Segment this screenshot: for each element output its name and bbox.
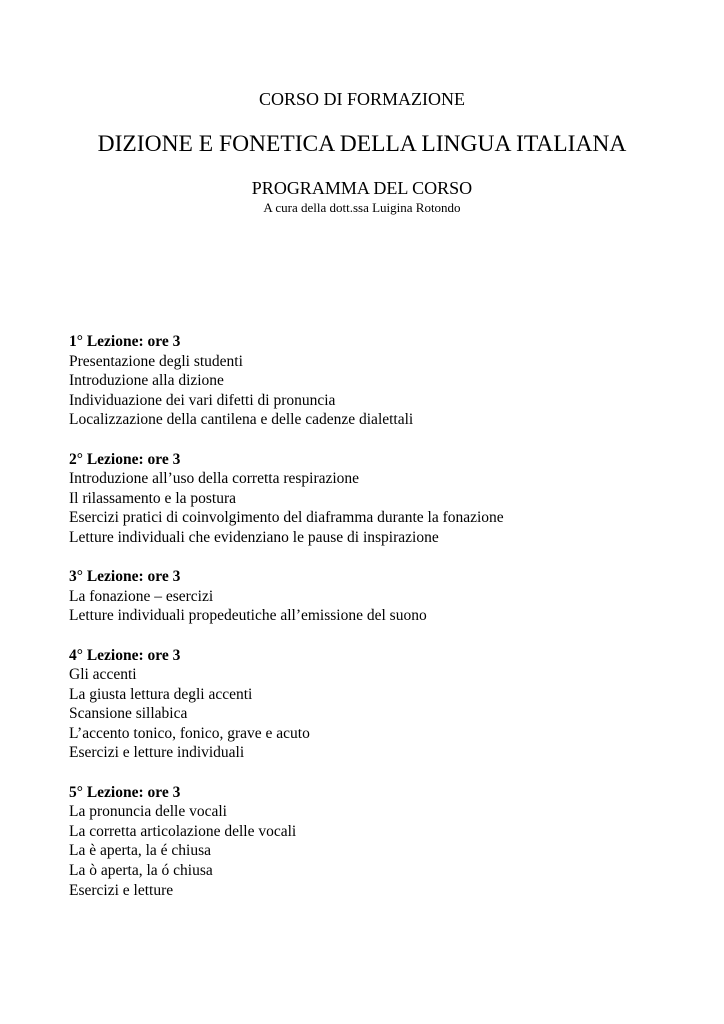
lesson-item: Il rilassamento e la postura <box>69 489 237 507</box>
lesson-item: La ò aperta, la ó chiusa <box>69 862 213 880</box>
lesson-5 <box>69 783 709 901</box>
lesson-heading: 5° Lezione: ore 3 <box>69 783 181 801</box>
course-type-heading: CORSO DI FORMAZIONE <box>258 89 465 109</box>
lesson-item: La pronuncia delle vocali <box>69 803 227 821</box>
lesson-item: La è aperta, la é chiusa <box>69 842 211 860</box>
lesson-item: Introduzione alla dizione <box>69 372 224 390</box>
lesson-1 <box>69 332 709 430</box>
lesson-heading: 4° Lezione: ore 3 <box>69 646 181 664</box>
lesson-heading: 1° Lezione: ore 3 <box>69 333 181 350</box>
lesson-item: Individuazione dei vari difetti di pronuncia <box>69 391 336 409</box>
lesson-heading: 3° Lezione: ore 3 <box>69 568 181 586</box>
lesson-item: Scansione sillabica <box>69 705 188 723</box>
lesson-item: Esercizi pratici di coinvolgimento del diaframma durante la fonazione <box>69 509 504 527</box>
lesson-heading: 2° Lezione: ore 3 <box>69 450 181 468</box>
lesson-item: La corretta articolazione delle vocali <box>69 822 297 840</box>
lesson-item: L’accento tonico, fonico, grave e acuto <box>69 724 310 742</box>
lesson-2 <box>69 450 709 548</box>
lesson-item: Letture individuali propedeutiche all’emissione del suono <box>69 607 427 625</box>
lesson-item: La fonazione – esercizi <box>69 587 214 605</box>
lesson-item: Presentazione degli studenti <box>69 352 243 370</box>
author-line: A cura della dott.ssa Luigina Rotondo <box>263 200 461 215</box>
lesson-4 <box>69 646 709 764</box>
lesson-item: La giusta lettura degli accenti <box>69 685 253 703</box>
course-title: DIZIONE E FONETICA DELLA LINGUA ITALIANA <box>97 131 627 157</box>
program-subtitle: PROGRAMMA DEL CORSO <box>251 178 473 198</box>
lesson-item: Esercizi e letture individuali <box>69 744 245 762</box>
lesson-list <box>69 332 709 920</box>
lesson-item: Esercizi e letture <box>69 881 174 899</box>
lesson-3 <box>69 567 709 626</box>
lesson-item: Localizzazione della cantilena e delle cadenze dialettali <box>69 411 414 429</box>
lesson-item: Introduzione all’uso della corretta respirazione <box>69 470 360 488</box>
lesson-item: Gli accenti <box>69 666 137 684</box>
lesson-item: Letture individuali che evidenziano le pause di inspirazione <box>69 528 439 546</box>
